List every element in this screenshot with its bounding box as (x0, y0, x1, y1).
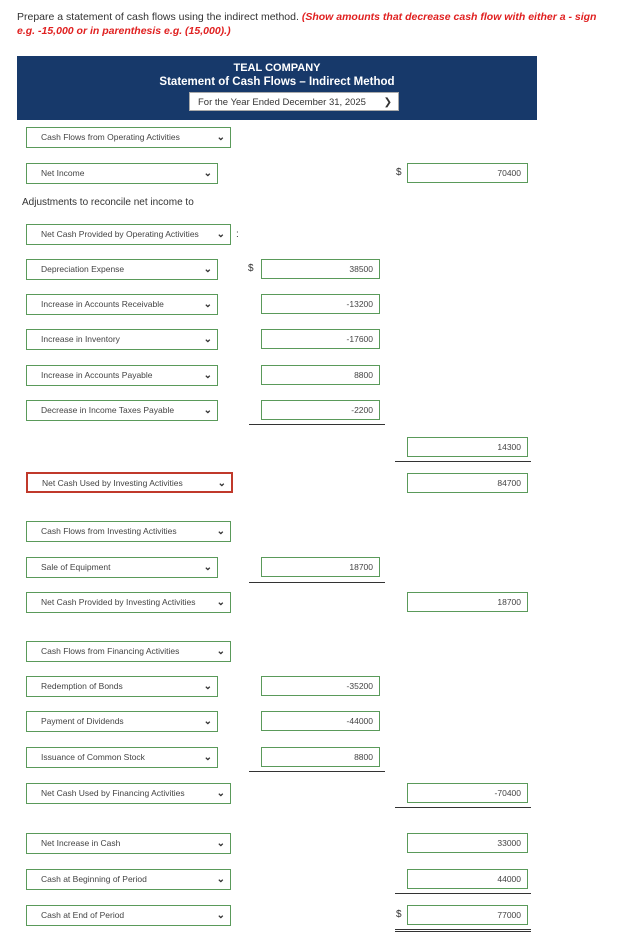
chevron-down-icon: ⌄ (203, 168, 212, 179)
net-increase-input[interactable]: 33000 (407, 833, 528, 853)
select-label: Net Cash Provided by Investing Activities (41, 597, 196, 607)
chevron-down-icon: ⌄ (203, 752, 212, 763)
instructions-main: Prepare a statement of cash flows using the indirect method. (17, 11, 302, 23)
adjustment-heading-select[interactable] (26, 224, 231, 245)
select-label: Decrease in Income Taxes Payable (41, 405, 175, 415)
chevron-down-icon: ⌄ (203, 716, 212, 727)
subtotal-underline (249, 582, 385, 583)
issuance-input[interactable]: 8800 (261, 747, 380, 767)
cff-heading-select[interactable] (26, 641, 231, 662)
period-select[interactable] (189, 92, 399, 111)
chevron-down-icon: ⌄ (216, 132, 225, 143)
company-name: TEAL COMPANY (233, 62, 321, 74)
chevron-down-icon: ⌄ (203, 370, 212, 381)
dollar-sign: $ (396, 167, 402, 178)
select-label: Net Cash Used by Financing Activities (41, 788, 185, 798)
chevron-down-icon: ⌄ (203, 681, 212, 692)
select-label: Increase in Accounts Receivable (41, 299, 164, 309)
chevron-down-icon: ⌄ (216, 526, 225, 537)
issuance-select[interactable] (26, 747, 218, 768)
ncpia-select[interactable] (26, 592, 231, 613)
dividends-select[interactable] (26, 711, 218, 732)
inc-ap-input[interactable]: 8800 (261, 365, 380, 385)
select-label: Sale of Equipment (41, 562, 111, 572)
ncufa-input[interactable]: -70400 (407, 783, 528, 803)
dec-tax-input[interactable]: -2200 (261, 400, 380, 420)
chevron-down-icon: ❯ (383, 97, 392, 108)
statement-header (17, 56, 537, 120)
dollar-sign: $ (396, 909, 402, 920)
ncuia-input[interactable]: 84700 (407, 473, 528, 493)
sale-equipment-select[interactable] (26, 557, 218, 578)
select-label: Cash at Beginning of Period (41, 874, 147, 884)
depreciation-select[interactable] (26, 259, 218, 280)
cash-end-select[interactable] (26, 905, 231, 926)
inc-ar-input[interactable]: -13200 (261, 294, 380, 314)
net-income-select[interactable] (26, 163, 218, 184)
select-label: Issuance of Common Stock (41, 752, 145, 762)
total-adjustments-input[interactable]: 14300 (407, 437, 528, 457)
total-adjustments-underline (395, 461, 531, 462)
statement-title: Statement of Cash Flows – Indirect Method (159, 76, 395, 88)
ncufa-underline (395, 807, 531, 808)
instructions-emphasis: (Show amounts that decrease cash flow with either a - sign e.g. -15,000 or in parenthesis e.g. (15,000).) (17, 11, 597, 37)
select-label: Net Income (41, 168, 85, 178)
sale-equipment-input[interactable]: 18700 (261, 557, 380, 577)
select-label: Payment of Dividends (41, 716, 124, 726)
select-label: Depreciation Expense (41, 264, 125, 274)
inc-ar-select[interactable] (26, 294, 218, 315)
chevron-down-icon: ⌄ (216, 646, 225, 657)
cfi-heading-select[interactable] (26, 521, 231, 542)
chevron-down-icon: ⌄ (203, 334, 212, 345)
cash-begin-select[interactable] (26, 869, 231, 890)
inc-inventory-input[interactable]: -17600 (261, 329, 380, 349)
chevron-down-icon: ⌄ (216, 597, 225, 608)
chevron-down-icon: ⌄ (216, 910, 225, 921)
chevron-down-icon: ⌄ (216, 874, 225, 885)
chevron-down-icon: ⌄ (217, 478, 226, 489)
select-label: Increase in Accounts Payable (41, 370, 153, 380)
dec-tax-select[interactable] (26, 400, 218, 421)
chevron-down-icon: ⌄ (203, 562, 212, 573)
select-label: Cash Flows from Investing Activities (41, 526, 177, 536)
cash-begin-input[interactable]: 44000 (407, 869, 528, 889)
dollar-sign: $ (248, 263, 254, 274)
inc-inventory-select[interactable] (26, 329, 218, 350)
ncuia-select[interactable] (26, 472, 233, 493)
chevron-down-icon: ⌄ (203, 264, 212, 275)
cash-begin-underline (395, 893, 531, 894)
subtotal-underline (249, 771, 385, 772)
select-label: Increase in Inventory (41, 334, 120, 344)
cash-end-double-underline (395, 929, 531, 932)
chevron-down-icon: ⌄ (203, 405, 212, 416)
inc-ap-select[interactable] (26, 365, 218, 386)
select-label: Cash at End of Period (41, 910, 125, 920)
subtotal-underline (249, 424, 385, 425)
redemption-input[interactable]: -35200 (261, 676, 380, 696)
net-income-input[interactable]: 70400 (407, 163, 528, 183)
instructions (17, 10, 617, 38)
net-increase-select[interactable] (26, 833, 231, 854)
chevron-down-icon: ⌄ (216, 229, 225, 240)
dividends-input[interactable]: -44000 (261, 711, 380, 731)
select-label: Net Cash Used by Investing Activities (42, 478, 183, 488)
cash-end-input[interactable]: 77000 (407, 905, 528, 925)
redemption-select[interactable] (26, 676, 218, 697)
select-label: Redemption of Bonds (41, 681, 123, 691)
chevron-down-icon: ⌄ (216, 838, 225, 849)
depreciation-input[interactable]: 38500 (261, 259, 380, 279)
chevron-down-icon: ⌄ (203, 299, 212, 310)
cfo-heading-select[interactable] (26, 127, 231, 148)
select-label: Net Cash Provided by Operating Activities (41, 229, 199, 239)
ncufa-select[interactable] (26, 783, 231, 804)
select-label: Cash Flows from Financing Activities (41, 646, 180, 656)
period-select-label: For the Year Ended December 31, 2025 (198, 97, 366, 108)
adjustments-label: Adjustments to reconcile net income to (22, 197, 194, 208)
colon: : (236, 229, 239, 240)
select-label: Net Increase in Cash (41, 838, 121, 848)
select-label: Cash Flows from Operating Activities (41, 132, 180, 142)
ncpia-input[interactable]: 18700 (407, 592, 528, 612)
chevron-down-icon: ⌄ (216, 788, 225, 799)
